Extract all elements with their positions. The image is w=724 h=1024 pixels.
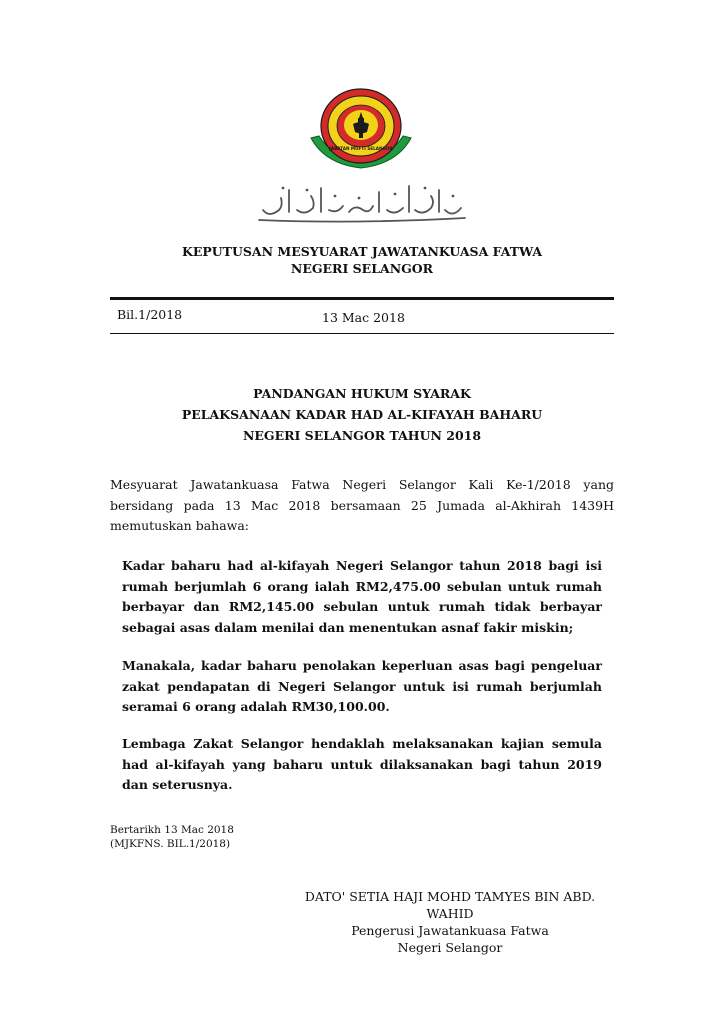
reference-number: Bil.1/2018: [117, 307, 183, 322]
signatory-position: Pengerusi Jawatankuasa Fatwa: [351, 923, 549, 938]
jabatan-mufti-crest-icon: [305, 86, 417, 172]
bottom-rule: [110, 333, 614, 334]
document-title: [110, 243, 614, 277]
subject-line-2: PELAKSANAAN KADAR HAD AL-KIFAYAH BAHARU: [181, 407, 543, 422]
signatory-state: Negeri Selangor: [397, 940, 503, 955]
top-rule: [110, 297, 614, 300]
crest-logo: [305, 86, 417, 172]
crest-ring-text: JABATAN MUFTI SELANGOR: [329, 146, 393, 151]
reference-date: 13 Mac 2018: [322, 310, 405, 325]
subject-line-3: NEGERI SELANGOR TAHUN 2018: [242, 428, 482, 443]
decision-paragraph-1: Kadar baharu had al-kifayah Negeri Selangor tahun 2018 bagi isi rumah berjumlah 6 orang ialah RM2,475.00 sebulan untuk rumah berbayar dan RM2,145.00 sebulan untuk rumah tidak berbayar sebagai asas dalam menilai dan menentukan asnaf fakir miskin;: [122, 558, 602, 635]
calligraphy-icon: [255, 180, 469, 226]
reference-code: (MJKFNS. BIL.1/2018): [110, 838, 231, 850]
subject-heading: [110, 383, 614, 446]
signatory-block: [280, 888, 620, 956]
arabic-calligraphy-logo: [255, 180, 469, 226]
subject-line-1: PANDANGAN HUKUM SYARAK: [253, 386, 471, 401]
intro-paragraph: Mesyuarat Jawatankuasa Fatwa Negeri Selangor Kali Ke-1/2018 yang bersidang pada 13 Mac 2018 bersamaan 25 Jumada al-Akhirah 1439H memutuskan bahawa:: [110, 477, 614, 533]
signatory-name: DATO' SETIA HAJI MOHD TAMYES BIN ABD. WAHID: [304, 889, 596, 921]
title-line-1: KEPUTUSAN MESYUARAT JAWATANKUASA FATWA: [181, 244, 543, 259]
decision-paragraph-2: Manakala, kadar baharu penolakan keperluan asas bagi pengeluar zakat pendapatan di Negeri Selangor untuk isi rumah berjumlah seramai 6 orang adalah RM30,100.00.: [122, 658, 602, 714]
title-line-2: NEGERI SELANGOR: [290, 261, 434, 276]
dated-line: Bertarikh 13 Mac 2018: [110, 824, 234, 836]
decision-paragraph-3: Lembaga Zakat Selangor hendaklah melaksanakan kajian semula had al-kifayah yang baharu untuk dilaksanakan bagi tahun 2019 dan seterusnya.: [122, 736, 602, 792]
